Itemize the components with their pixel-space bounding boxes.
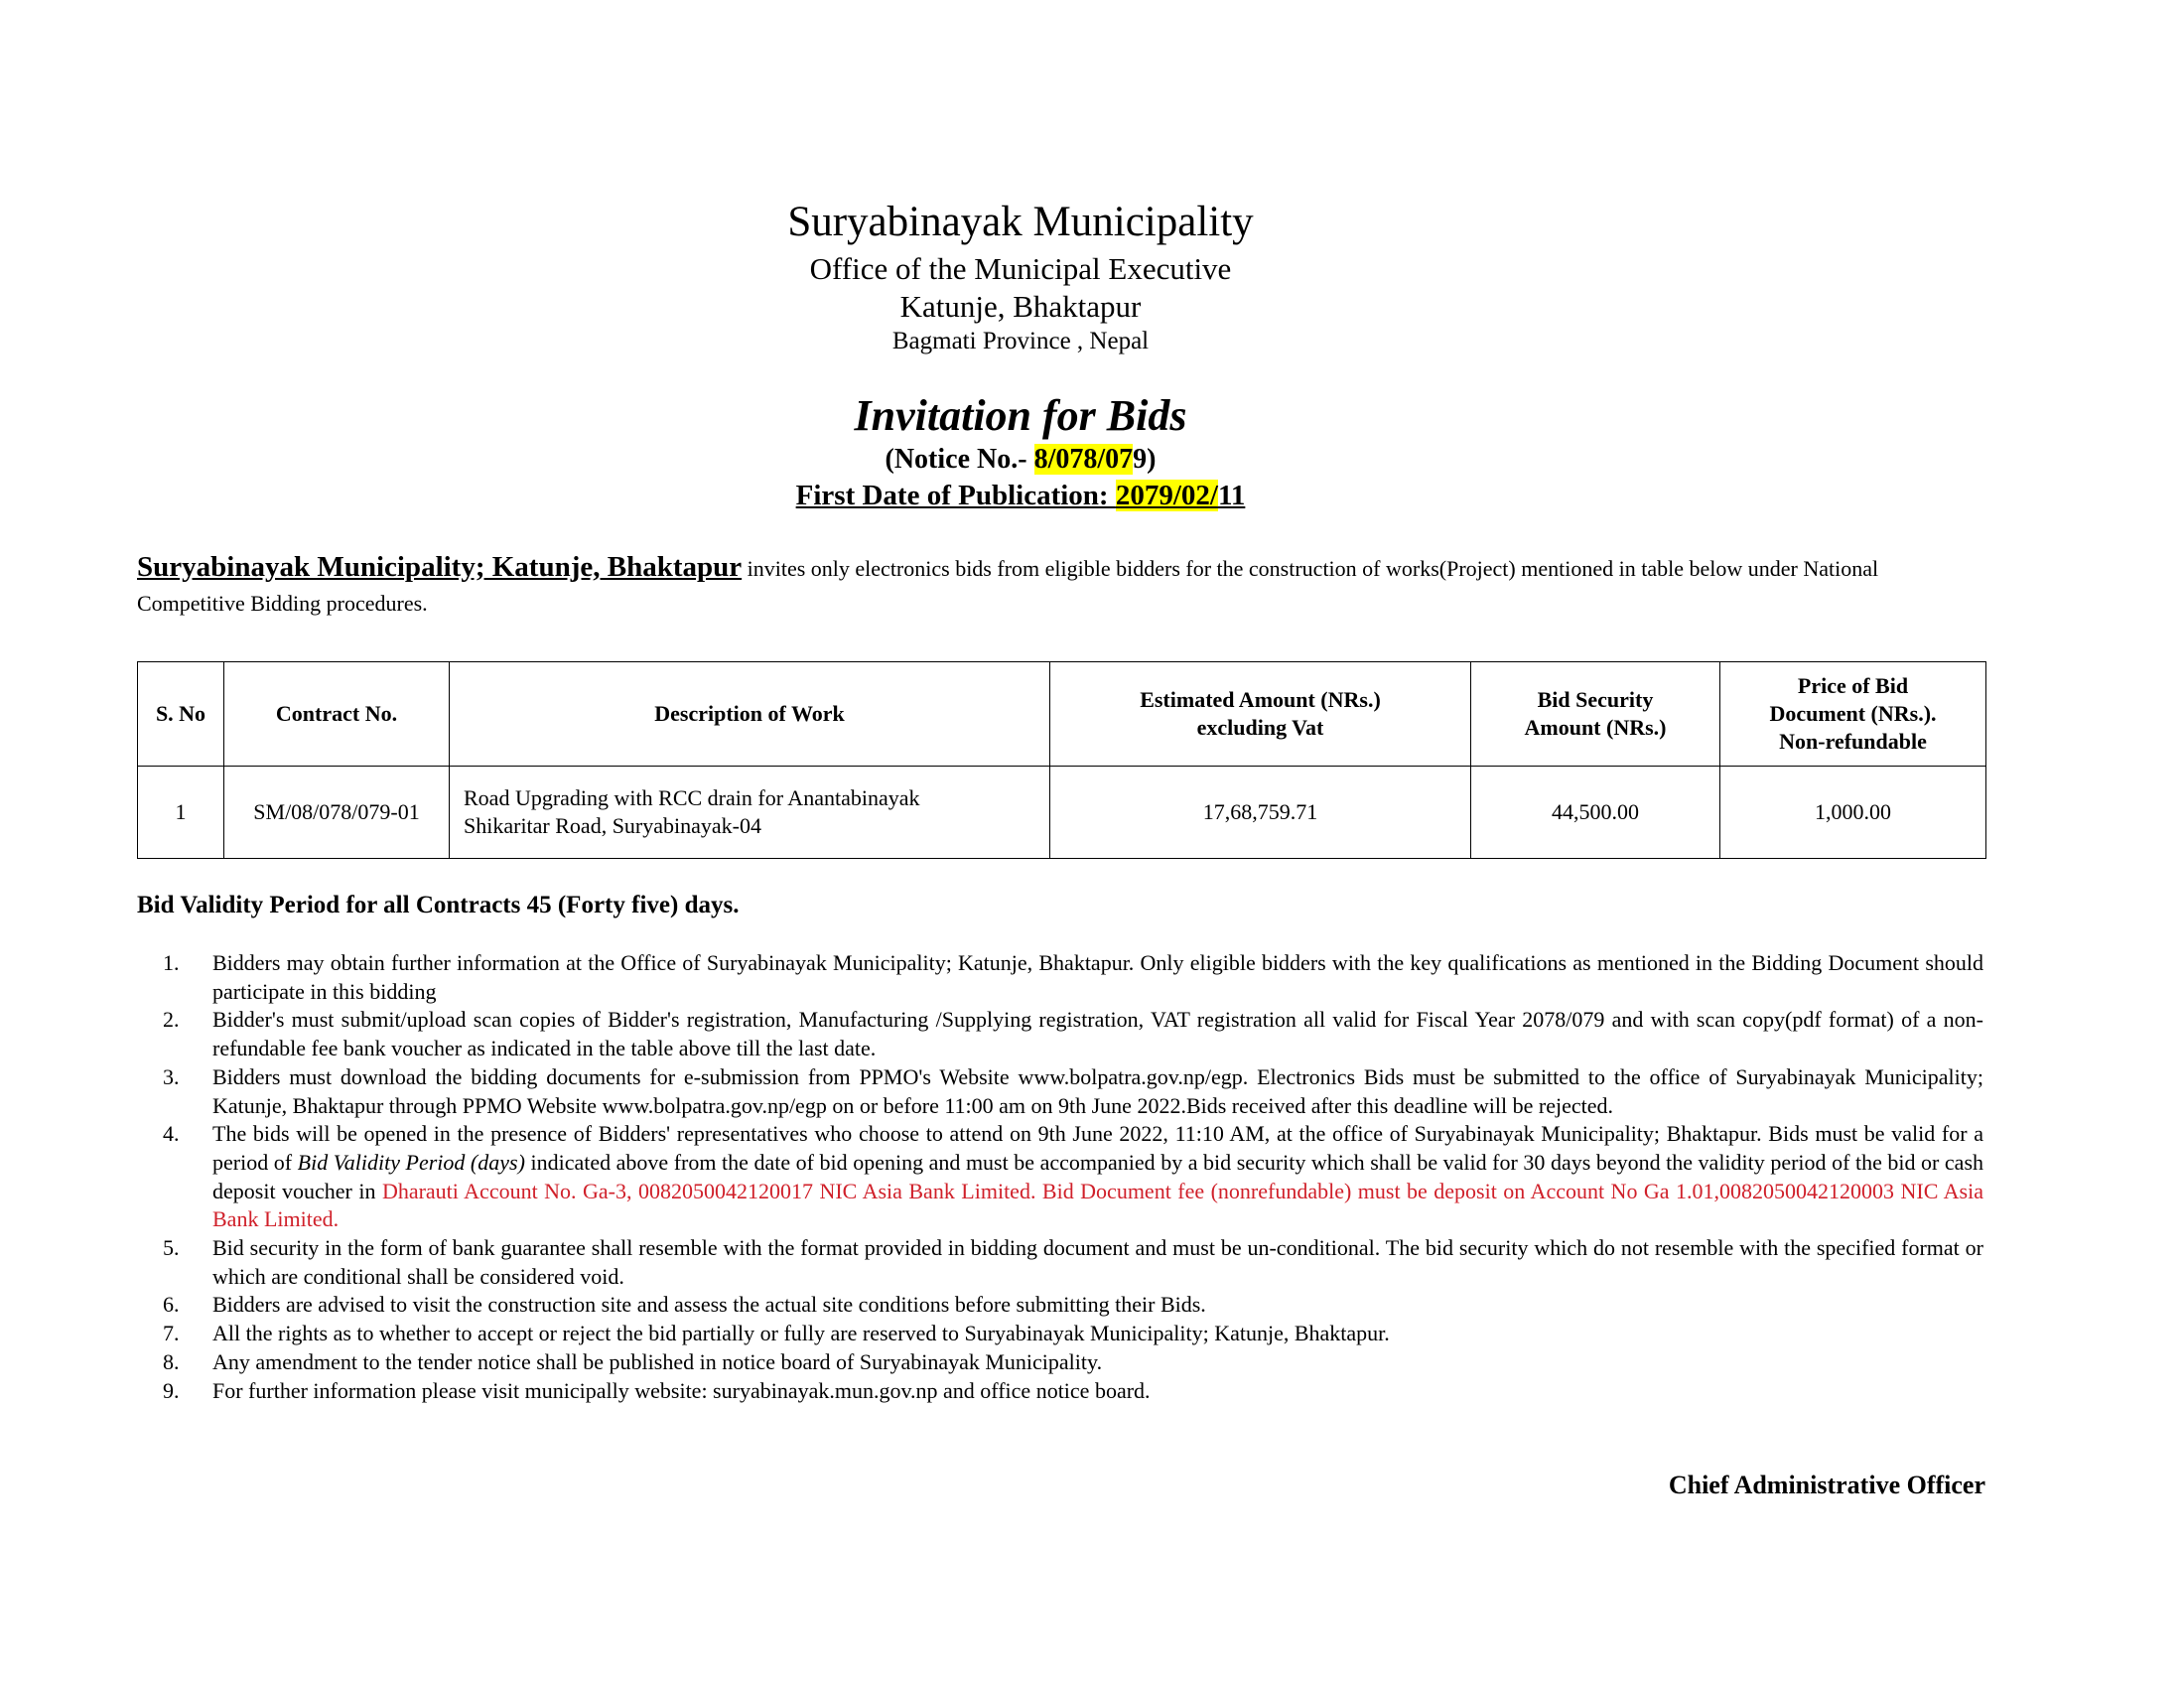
cell-price: 1,000.00 — [1720, 767, 1986, 859]
item-number: 1. — [163, 950, 180, 975]
document-title: Invitation for Bids — [854, 391, 1187, 440]
item-text-italic: Bid Validity Period (days) — [297, 1149, 525, 1175]
item-text: Bidders must download the bidding documents for e-submission from PPMO's Website www.bolpatra.gov.np/egp. Electronics Bids must be submitted to the office of Suryabinayak Municipality; Katunje, Bhaktapur through PPMO Website www.bolpatra.gov.np/egp on or before 11:00 am on 9th June 2022.Bids received after this deadline will be rejected. — [212, 1063, 1983, 1118]
item-text: Bid security in the form of bank guarantee shall resemble with the format provided in bidding document and must be un-conditional. The bid security which do not resemble with the specified format or which are conditional shall be considered void. — [212, 1235, 1983, 1289]
item-number: 5. — [163, 1235, 180, 1261]
item-text: indicated above from the date of bid opening and must be accompanied by a bid security which shall be valid for 30 days beyond the validity period of the bid or cash deposit voucher in — [212, 1149, 1984, 1203]
list-item — [137, 1063, 1983, 1120]
col-header-sno: S. No — [138, 662, 224, 767]
table-header-row — [138, 662, 1986, 767]
list-item — [137, 1120, 1983, 1234]
item-text: Bidders may obtain further information at the Office of Suryabinayak Municipality; Katunje, Bhaktapur. Only eligible bidders with the key qualifications as mentioned in the Bidding Document should participate in this bidding — [212, 950, 1983, 1004]
cell-description — [450, 767, 1050, 859]
cell-sno: 1 — [138, 767, 224, 859]
pub-prefix: First Date of Publication: — [795, 480, 1116, 511]
security-header-line1: Bid Security — [1537, 687, 1654, 712]
intro-paragraph — [137, 550, 1983, 621]
item-number: 9. — [163, 1377, 180, 1403]
notice-number — [0, 443, 2041, 477]
item-number: 7. — [163, 1321, 180, 1346]
notice-prefix: (Notice No.- — [885, 444, 1034, 475]
list-item — [137, 1234, 1983, 1291]
list-item — [137, 1006, 1983, 1062]
cell-security: 44,500.00 — [1471, 767, 1720, 859]
estimated-header-line2: excluding Vat — [1196, 715, 1324, 740]
list-item — [137, 1320, 1983, 1348]
item-number: 4. — [163, 1121, 180, 1147]
signature-title: Chief Administrative Officer — [1668, 1471, 1985, 1499]
bid-validity: Bid Validity Period for all Contracts 45 (Forty five) days. — [137, 892, 740, 918]
item-text: All the rights as to whether to accept or reject the bid partially or fully are reserved to Suryabinayak Municipality; Katunje, Bhaktapur. — [212, 1321, 1390, 1346]
table-row — [138, 767, 1986, 859]
pub-suffix: 11 — [1217, 480, 1246, 511]
municipality-title: Suryabinayak Municipality — [787, 199, 1254, 245]
office-line: Office of the Municipal Executive — [809, 251, 1232, 286]
description-line1: Road Upgrading with RCC drain for Anantabinayak — [464, 785, 920, 810]
item-text: The bids will be opened in the presence of Bidders' representatives who choose to attend on 9th June 2022, 11:10 AM, at the office of Suryabinayak Municipality; Bhaktapur. Bids must be valid for a period of — [212, 1121, 1983, 1175]
estimated-header-line1: Estimated Amount (NRs.) — [1140, 687, 1381, 712]
item-text: For further information please visit municipally website: suryabinayak.mun.gov.np and office notice board. — [212, 1377, 1151, 1403]
cell-contract: SM/08/078/079-01 — [224, 767, 450, 859]
security-header-line2: Amount (NRs.) — [1524, 715, 1667, 740]
item-text: Bidders are advised to visit the construction site and assess the actual site conditions before submitting their Bids. — [212, 1292, 1206, 1318]
bids-table — [137, 661, 1986, 859]
list-item — [137, 949, 1983, 1006]
location-line: Katunje, Bhaktapur — [899, 289, 1142, 324]
col-header-contract: Contract No. — [224, 662, 450, 767]
col-header-estimated — [1050, 662, 1471, 767]
item-number: 6. — [163, 1292, 180, 1318]
col-header-description: Description of Work — [450, 662, 1050, 767]
province-line: Bagmati Province , Nepal — [891, 328, 1150, 354]
col-header-price — [1720, 662, 1986, 767]
cell-estimated: 17,68,759.71 — [1050, 767, 1471, 859]
bank-account-text: Dharauti Account No. Ga-3, 0082050042120017 NIC Asia Bank Limited. Bid Document fee (nonrefundable) must be deposit on Account No Ga 1.01,0082050042120003 NIC Asia Bank Limited. — [212, 1178, 1983, 1232]
pub-highlight: 2079/02/ — [1115, 480, 1218, 511]
publication-date — [0, 478, 2041, 513]
list-item — [137, 1348, 1983, 1377]
price-header-line2: Document (NRs.). — [1769, 701, 1937, 726]
item-number: 2. — [163, 1007, 180, 1033]
item-number: 8. — [163, 1348, 180, 1374]
intro-text: invites only electronics bids from eligible bidders for the construction of works(Project) mentioned in table below under National Competitive Bidding procedures. — [137, 556, 1879, 616]
terms-list — [137, 949, 1983, 1405]
item-number: 3. — [163, 1063, 180, 1089]
item-text: Bidder's must submit/upload scan copies of Bidder's registration, Manufacturing /Supplying registration, VAT registration all valid for Fiscal Year 2078/079 and with scan copy(pdf format) of a non-refundable fee bank voucher as indicated in the table above till the last date. — [212, 1007, 1983, 1061]
price-header-line3: Non-refundable — [1779, 729, 1927, 754]
price-header-line1: Price of Bid — [1797, 673, 1909, 698]
description-line2: Shikaritar Road, Suryabinayak-04 — [464, 813, 761, 838]
intro-org: Suryabinayak Municipality; Katunje, Bhaktapur — [137, 551, 743, 583]
notice-suffix: 9) — [1133, 444, 1157, 475]
list-item — [137, 1291, 1983, 1320]
col-header-security — [1471, 662, 1720, 767]
notice-highlight: 8/078/07 — [1033, 444, 1134, 475]
item-text: Any amendment to the tender notice shall be published in notice board of Suryabinayak Municipality. — [212, 1348, 1103, 1374]
list-item — [137, 1377, 1983, 1406]
